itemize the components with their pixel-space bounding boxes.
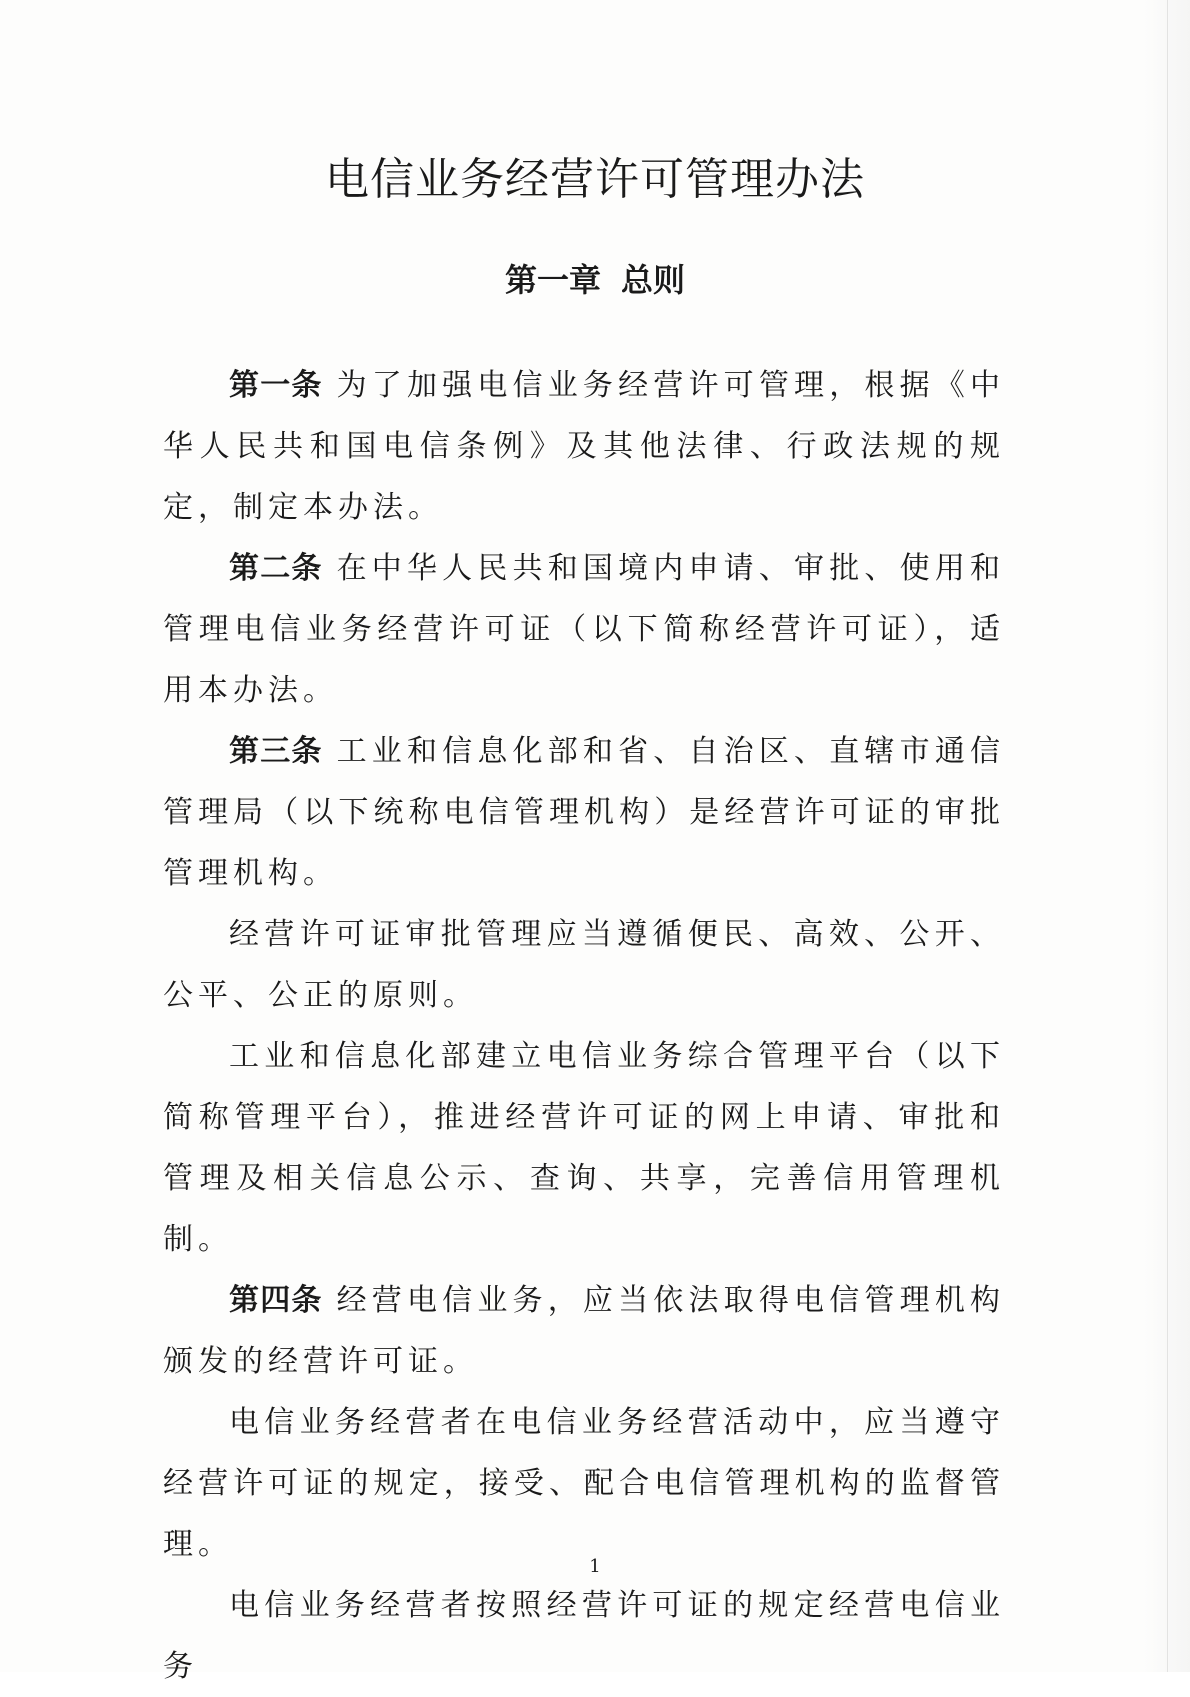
- article-number: 第三条: [229, 734, 323, 769]
- document-title: 电信业务经营许可管理办法: [325, 154, 865, 205]
- paragraph-article-4-clause-2: [163, 1392, 1005, 1575]
- paragraph-article-4-clause-3: [163, 1575, 1005, 1697]
- paragraph-article-3-clause-2: [163, 904, 1005, 1026]
- paragraph-text: 工业和信息化部建立电信业务综合管理平台（以下简称管理平台），推进经营许可证的网上申请、审批和管理及相关信息公示、查询、共享，完善信用管理机制。: [163, 1039, 1005, 1257]
- paragraph-text: 电信业务经营者按照经营许可证的规定经营电信业务: [163, 1588, 1005, 1684]
- article-number: 第四条: [229, 1283, 323, 1318]
- paragraph-text: 为了加强电信业务经营许可管理，根据《中华人民共和国电信条例》及其他法律、行政法规的规定，制定本办法。: [163, 368, 1006, 525]
- paragraph-article-3: [163, 721, 1005, 904]
- paragraph-article-2: [163, 538, 1005, 721]
- paragraph-text: 电信业务经营者在电信业务经营活动中，应当遵守经营许可证的规定，接受、配合电信管理机构的监督管理。: [163, 1405, 1005, 1562]
- chapter-number: 第一章: [504, 261, 601, 299]
- page-number: 1: [589, 1556, 601, 1577]
- paragraph-text: 工业和信息化部和省、自治区、直辖市通信管理局（以下统称电信管理机构）是经营许可证的审批管理机构。: [163, 734, 1006, 891]
- chapter-name: 总则: [621, 261, 686, 299]
- paragraph-text: 在中华人民共和国境内申请、审批、使用和管理电信业务经营许可证（以下简称经营许可证），适用本办法。: [163, 551, 1006, 708]
- paragraph-article-1: [163, 355, 1005, 538]
- article-number: 第二条: [229, 551, 323, 586]
- paragraph-text: 经营电信业务，应当依法取得电信管理机构颁发的经营许可证。: [163, 1283, 1006, 1379]
- chapter-heading: [0, 258, 1190, 302]
- paragraph-text: 经营许可证审批管理应当遵循便民、高效、公开、公平、公正的原则。: [163, 917, 1005, 1013]
- document-body: [163, 355, 1005, 1697]
- paragraph-article-3-clause-3: [163, 1026, 1005, 1270]
- article-number: 第一条: [229, 368, 323, 403]
- paragraph-article-4: [163, 1270, 1005, 1392]
- scan-edge-shadow: [1144, 0, 1190, 1672]
